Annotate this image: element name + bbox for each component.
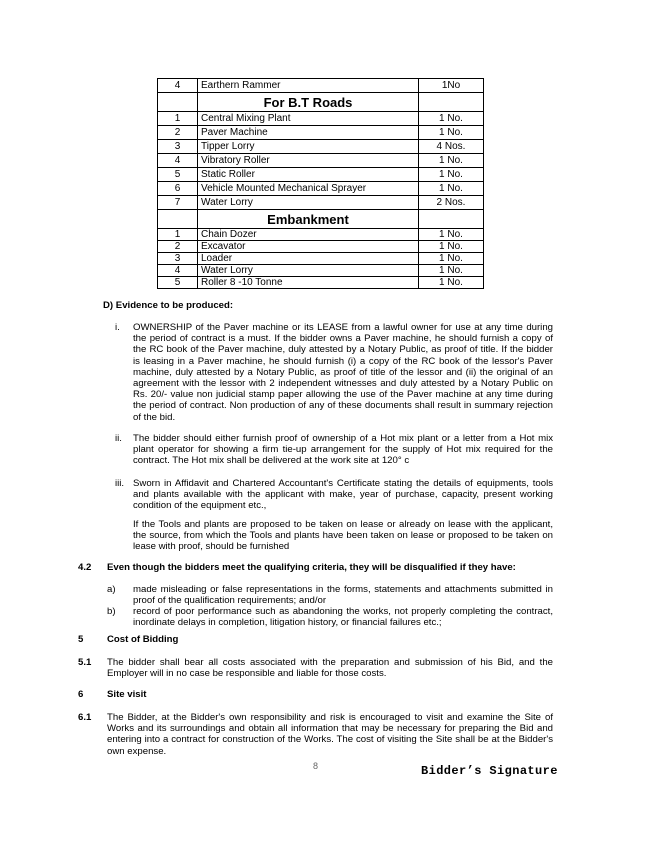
equipment-qty: 2 Nos. <box>419 196 484 210</box>
equipment-name: Tipper Lorry <box>198 140 419 154</box>
evidence-item-affidavit: Sworn in Affidavit and Chartered Accountant's Certificate stating the details of equipments, tools and plants available with the applicant with make, year of purchase, capacity, present working condition of the equipment etc., <box>133 478 553 512</box>
bt-roads-heading: For B.T Roads <box>198 93 419 112</box>
section-number: 6 <box>78 689 84 700</box>
disqualification-item-poor-performance: record of poor performance such as abandoning the works, not properly completing the contract, inordinate delays in completion, litigation history, or financial failures etc.; <box>133 606 553 629</box>
equipment-name: Vibratory Roller <box>198 154 419 168</box>
row-number: 2 <box>158 126 198 140</box>
row-number: 4 <box>158 79 198 93</box>
table-row <box>158 277 484 289</box>
bidders-signature-label: Bidder’s Signature <box>421 764 558 778</box>
equipment-qty: 4 Nos. <box>419 140 484 154</box>
equipment-qty: 1 No. <box>419 112 484 126</box>
equipment-qty: 1No <box>419 79 484 93</box>
equipment-name: Paver Machine <box>198 126 419 140</box>
row-number: 4 <box>158 265 198 277</box>
row-number: 3 <box>158 140 198 154</box>
equipment-name: Roller 8 -10 Tonne <box>198 277 419 289</box>
equipment-qty: 1 No. <box>419 126 484 140</box>
equipment-name: Chain Dozer <box>198 229 419 241</box>
list-marker: ii. <box>115 433 122 444</box>
evidence-item-ownership: OWNERSHIP of the Paver machine or its LEASE from a lawful owner for use at any time during the period of contract is a must. If the bidder owns a Paver machine, he should furnish a copy of the RC book of the Paver machine, duly attested by a Notary Public, as proof of title. If the bidder is leasing in a Paver machine, he should furnish (i) a copy of the RC book of the lessor's Paver machine, duly attested by a Notary Public, as proof of title of the lessor and (ii) the original of an agreement with the lessor with 2 independent witnesses and duly attested by a Notary Public on Rs. 20/- value non judicial stamp paper allowing the use of the Paver machine at any time during the period of contract. Non production of any of these documents shall result in summary rejection of the bid. <box>133 322 553 423</box>
list-marker: iii. <box>115 478 125 489</box>
table-row <box>158 241 484 253</box>
section-heading-row <box>158 93 484 112</box>
equipment-qty: 1 No. <box>419 241 484 253</box>
table-row <box>158 79 484 93</box>
equipment-qty: 1 No. <box>419 182 484 196</box>
section-heading-cost-of-bidding: Cost of Bidding <box>107 634 179 645</box>
table-row <box>158 265 484 277</box>
row-number: 5 <box>158 277 198 289</box>
site-visit-text: The Bidder, at the Bidder's own responsibility and risk is encouraged to visit and examine the Site of Works and its surroundings and obtain all information that may be necessary for preparing the Bid and entering into a contract for construction of the Works. The cost of visiting the Site shall be at the Bidder's own expense. <box>107 712 553 757</box>
table-row <box>158 154 484 168</box>
table-row <box>158 140 484 154</box>
equipment-name: Vehicle Mounted Mechanical Sprayer <box>198 182 419 196</box>
table-row <box>158 126 484 140</box>
equipment-qty: 1 No. <box>419 277 484 289</box>
row-number: 1 <box>158 112 198 126</box>
row-number: 4 <box>158 154 198 168</box>
cost-of-bidding-text: The bidder shall bear all costs associated with the preparation and submission of his Bid, and the Employer will in no case be responsible and liable for those costs. <box>107 657 553 680</box>
table-row <box>158 229 484 241</box>
section-number: 5.1 <box>78 657 92 668</box>
equipment-name: Excavator <box>198 241 419 253</box>
row-number: 6 <box>158 182 198 196</box>
evidence-heading: D) Evidence to be produced: <box>103 300 234 311</box>
disqualification-item-misleading: made misleading or false representations in the forms, statements and attachments submitted in proof of the qualification requirements; and/or <box>133 584 553 607</box>
equipment-qty: 1 No. <box>419 229 484 241</box>
page-number: 8 <box>313 761 319 771</box>
equipment-qty: 1 No. <box>419 265 484 277</box>
row-number: 7 <box>158 196 198 210</box>
row-number: 5 <box>158 168 198 182</box>
list-marker: a) <box>107 584 116 595</box>
equipment-name: Water Lorry <box>198 265 419 277</box>
section-number: 6.1 <box>78 712 92 723</box>
equipment-name: Static Roller <box>198 168 419 182</box>
list-marker: i. <box>115 322 120 333</box>
table-row <box>158 196 484 210</box>
row-number: 1 <box>158 229 198 241</box>
row-number: 3 <box>158 253 198 265</box>
section-heading-disqualification: Even though the bidders meet the qualifying criteria, they will be disqualified if they have: <box>107 562 516 573</box>
equipment-name: Loader <box>198 253 419 265</box>
equipment-qty: 1 No. <box>419 154 484 168</box>
equipment-table <box>157 78 484 289</box>
list-marker: b) <box>107 606 116 617</box>
table-row <box>158 168 484 182</box>
row-number: 2 <box>158 241 198 253</box>
equipment-qty: 1 No. <box>419 168 484 182</box>
evidence-item-lease-note: If the Tools and plants are proposed to be taken on lease or already on lease with the applicant, the source, from which the Tools and plants have been taken on lease or proposed to be taken on lease with proof, should be furnished <box>133 519 553 553</box>
table-row <box>158 112 484 126</box>
equipment-name: Earthern Rammer <box>198 79 419 93</box>
section-heading-row <box>158 210 484 229</box>
section-number: 4.2 <box>78 562 92 573</box>
section-heading-site-visit: Site visit <box>107 689 147 700</box>
evidence-item-hot-mix: The bidder should either furnish proof of ownership of a Hot mix plant or a letter from a Hot mix plant operator for showing a firm tie-up arrangement for the supply of Hot mix required for the contract. The Hot mix shall be delivered at the work site at 120° c <box>133 433 553 467</box>
table-row <box>158 182 484 196</box>
equipment-qty: 1 No. <box>419 253 484 265</box>
equipment-name: Water Lorry <box>198 196 419 210</box>
table-row <box>158 253 484 265</box>
section-number: 5 <box>78 634 84 645</box>
embankment-heading: Embankment <box>198 210 419 229</box>
equipment-name: Central Mixing Plant <box>198 112 419 126</box>
